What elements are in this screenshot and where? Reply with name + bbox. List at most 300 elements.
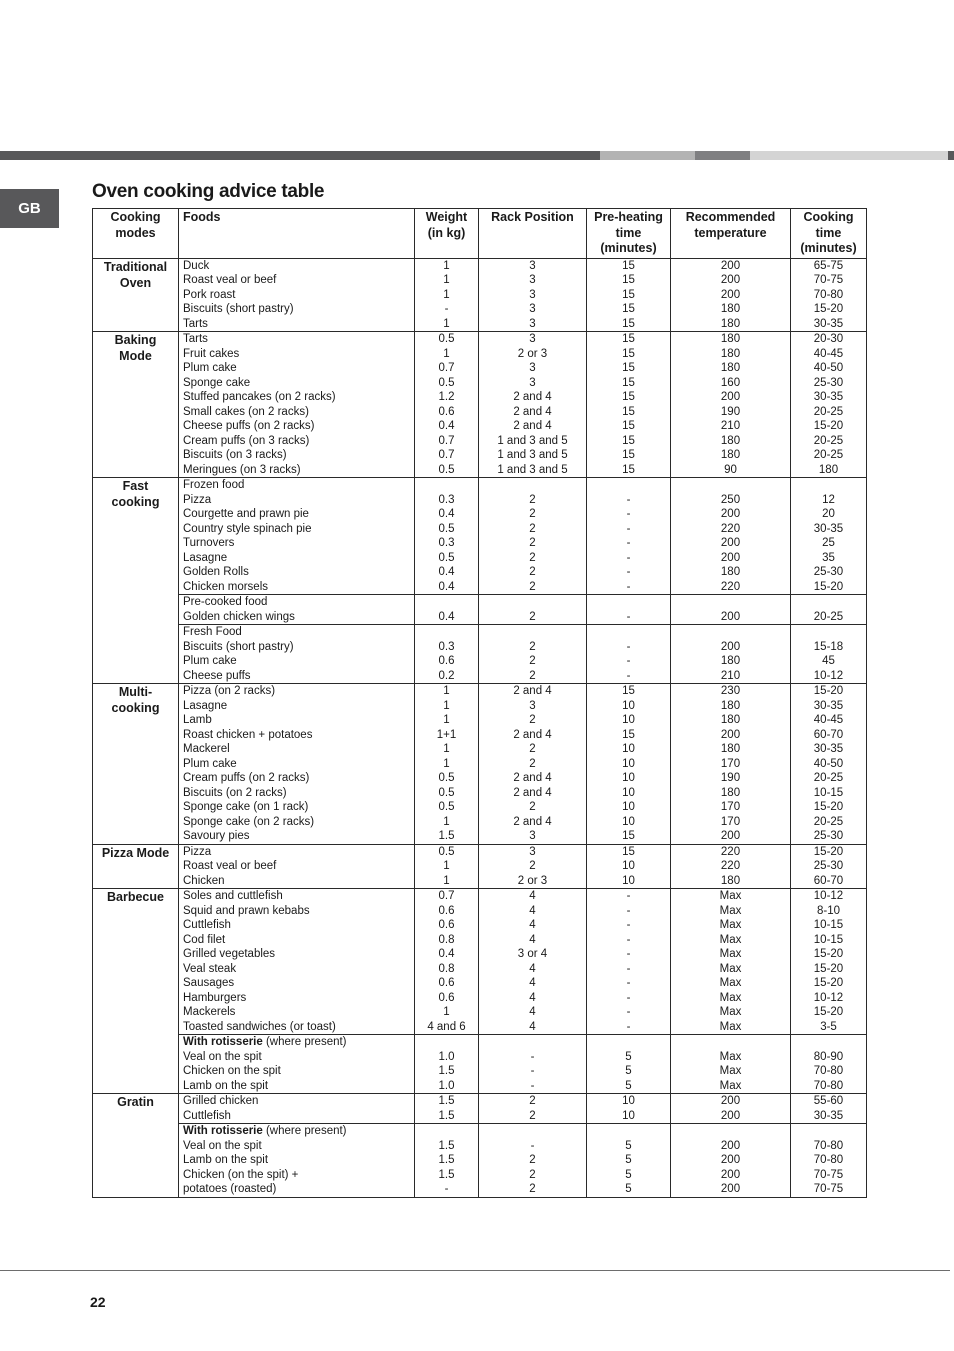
food-subheading: [183, 1035, 410, 1050]
preheat-value: 10: [622, 1109, 635, 1122]
time-value: 180: [818, 463, 839, 476]
time-value: 20-25: [813, 405, 844, 418]
food-item: Lamb on the spit: [183, 1154, 269, 1166]
preheat-value: 15: [622, 376, 635, 389]
rack-value: 3: [529, 845, 536, 858]
rack-value: 3: [529, 288, 536, 301]
food-item: Biscuits (on 2 racks): [183, 786, 287, 799]
temp-value: 200: [720, 640, 741, 653]
time-value: 40-45: [813, 714, 844, 726]
table-row: [93, 1124, 867, 1198]
food-item: Tarts: [183, 317, 208, 330]
rack-value: 2: [529, 1109, 536, 1122]
weight-value: 0.5: [438, 845, 455, 858]
preheat-value: -: [626, 962, 631, 975]
spacer: [675, 625, 786, 640]
preheat-value: -: [626, 610, 631, 623]
food-item: Cod filet: [183, 933, 226, 946]
time-value: 25-30: [813, 376, 844, 389]
weight-cell: [415, 625, 479, 684]
rack-value: 4: [529, 1020, 536, 1033]
temp-value: Max: [719, 1079, 742, 1092]
weight-value: 1.5: [438, 1154, 455, 1166]
time-cell: [791, 595, 867, 625]
food-item: Plum cake: [183, 655, 237, 667]
temp-value: 180: [720, 874, 741, 887]
weight-value: 0.4: [438, 566, 455, 578]
preheat-value: 15: [622, 830, 635, 842]
rack-cell: [479, 684, 587, 845]
spacer: [419, 478, 474, 493]
spacer: [591, 1124, 666, 1139]
preheat-value: 5: [625, 1154, 632, 1166]
temp-value: 200: [720, 728, 741, 741]
rack-value: 3: [529, 259, 536, 272]
rack-value: 4: [529, 1006, 536, 1018]
spacer: [591, 1035, 666, 1050]
rack-value: 2: [529, 1168, 536, 1181]
preheat-value: 15: [622, 449, 635, 461]
spacer: [483, 595, 582, 610]
temp-value: 180: [720, 317, 741, 330]
preheat-value: -: [626, 537, 631, 549]
rack-value: 2: [529, 655, 536, 667]
food-item: Courgette and prawn pie: [183, 508, 309, 520]
spacer: [795, 478, 862, 493]
temp-value: Max: [719, 991, 742, 1004]
food-item: Mackerel: [183, 743, 230, 755]
preheat-value: -: [626, 977, 631, 989]
temp-value: 200: [720, 508, 741, 520]
time-value: 15-20: [813, 420, 844, 432]
rack-value: 3: [529, 362, 536, 374]
temp-value: 180: [720, 347, 741, 360]
rack-value: -: [530, 1065, 535, 1077]
temp-cell: [671, 595, 791, 625]
time-cell: [791, 258, 867, 332]
weight-value: 0.5: [438, 786, 455, 799]
temp-value: Max: [719, 1065, 742, 1077]
weight-cell: [415, 258, 479, 332]
header-cooking-modes: Cooking modes: [93, 209, 179, 259]
preheat-value: 10: [622, 1095, 635, 1107]
food-subheading-note: (where present): [262, 1125, 347, 1137]
time-value: 40-45: [813, 347, 844, 360]
preheat-value: -: [626, 1006, 631, 1018]
food-item: Pizza (on 2 racks): [183, 685, 276, 697]
food-item: Small cakes (on 2 racks): [183, 405, 309, 418]
preheat-value: -: [626, 1020, 631, 1033]
time-value: 15-20: [813, 303, 844, 315]
time-value: 20: [822, 508, 835, 520]
time-value: 20-25: [813, 610, 844, 623]
rack-value: 2: [529, 566, 536, 578]
weight-value: 0.4: [438, 610, 455, 623]
weight-value: 1: [443, 714, 450, 726]
temp-value: 180: [720, 655, 741, 667]
temp-value: 200: [720, 537, 741, 549]
weight-value: 0.6: [438, 904, 455, 917]
preheat-value: 15: [622, 288, 635, 301]
spacer: [795, 595, 862, 610]
rack-value: 2: [529, 522, 536, 535]
time-value: 10-12: [813, 991, 844, 1004]
temp-cell: [671, 1094, 791, 1124]
time-value: 20-25: [813, 815, 844, 828]
rack-value: 2: [529, 580, 536, 593]
food-item: Chicken on the spit: [183, 1065, 281, 1077]
preheat-value: 5: [625, 1065, 632, 1077]
weight-value: 0.3: [438, 493, 455, 506]
food-item: Meringues (on 3 racks): [183, 463, 301, 476]
rack-value: 4: [529, 962, 536, 975]
time-cell: [791, 889, 867, 1035]
rack-value: 2 and 4: [513, 685, 552, 697]
food-item: Hamburgers: [183, 991, 247, 1004]
temp-value: 200: [720, 1139, 741, 1152]
food-item: Chicken morsels: [183, 580, 268, 593]
cooking-mode-cell: Traditional Oven: [93, 258, 179, 332]
rack-cell: [479, 1094, 587, 1124]
preheat-value: 10: [622, 801, 635, 813]
rack-value: 2: [529, 508, 536, 520]
time-value: 10-15: [813, 933, 844, 946]
weight-value: 0.4: [438, 948, 455, 960]
preheat-value: 15: [622, 728, 635, 741]
weight-value: 1: [443, 347, 450, 360]
weight-value: 1.5: [438, 830, 455, 842]
spacer: [419, 1035, 474, 1050]
top-color-bar: [0, 151, 954, 160]
time-value: 70-75: [813, 1183, 844, 1195]
rack-value: 1 and 3 and 5: [497, 449, 568, 461]
rack-value: 3: [529, 274, 536, 286]
food-item: Roast veal or beef: [183, 274, 277, 286]
weight-value: 1: [443, 1006, 450, 1018]
temp-value: Max: [719, 933, 742, 946]
header-weight: Weight (in kg): [415, 209, 479, 259]
temp-value: 220: [720, 845, 741, 858]
preheat-value: 5: [625, 1168, 632, 1181]
time-value: 15-20: [813, 685, 844, 697]
rack-value: 2 or 3: [517, 347, 548, 360]
weight-value: 1: [443, 699, 450, 712]
rack-value: 2: [529, 1095, 536, 1107]
temp-value: 180: [720, 333, 741, 345]
temp-value: 200: [720, 1109, 741, 1122]
rack-value: 3: [529, 303, 536, 315]
temp-cell: [671, 332, 791, 478]
table-row: [93, 625, 867, 684]
weight-value: 1.0: [438, 1079, 455, 1092]
preheat-value: 15: [622, 845, 635, 858]
preheat-value: -: [626, 640, 631, 653]
foods-cell: [179, 1124, 415, 1198]
time-value: 30-35: [813, 699, 844, 712]
preheat-cell: [587, 889, 671, 1035]
preheat-value: 15: [622, 420, 635, 432]
preheat-value: 5: [625, 1139, 632, 1152]
weight-cell: [415, 595, 479, 625]
time-value: 70-80: [813, 1139, 844, 1152]
spacer: [419, 1124, 474, 1139]
header-rack-position: Rack Position: [479, 209, 587, 259]
time-value: 15-20: [813, 962, 844, 975]
weight-cell: [415, 844, 479, 889]
weight-value: 0.7: [438, 362, 455, 374]
food-item: Biscuits (short pastry): [183, 303, 294, 315]
rack-value: 3: [529, 830, 536, 842]
weight-cell: [415, 1094, 479, 1124]
time-value: 30-35: [813, 317, 844, 330]
foods-cell: [179, 258, 415, 332]
preheat-value: 15: [622, 434, 635, 447]
spacer: [483, 1035, 582, 1050]
weight-value: 0.5: [438, 772, 455, 784]
cooking-mode-cell: Fast cooking: [93, 478, 179, 684]
preheat-value: 15: [622, 259, 635, 272]
preheat-value: -: [626, 904, 631, 917]
temp-value: 200: [720, 288, 741, 301]
food-item: Grilled vegetables: [183, 948, 276, 960]
preheat-value: -: [626, 948, 631, 960]
temp-value: 180: [720, 699, 741, 712]
time-value: 30-35: [813, 522, 844, 535]
food-subheading-bold: With rotisserie: [183, 1036, 263, 1048]
header-cooking-time: Cooking time (minutes): [791, 209, 867, 259]
table-row: [93, 478, 867, 595]
food-item: Cream puffs (on 2 racks): [183, 772, 310, 784]
preheat-value: 10: [622, 714, 635, 726]
rack-value: 2: [529, 640, 536, 653]
weight-value: 1.5: [438, 1095, 455, 1107]
cooking-mode-cell: Baking Mode: [93, 332, 179, 478]
time-value: 20-25: [813, 772, 844, 784]
weight-cell: [415, 332, 479, 478]
rack-value: 2: [529, 551, 536, 564]
time-value: 55-60: [813, 1095, 844, 1107]
rack-value: 2 and 4: [513, 420, 552, 432]
rack-value: 4: [529, 890, 536, 902]
rack-value: 4: [529, 977, 536, 989]
food-item: Cuttlefish: [183, 1109, 231, 1122]
weight-value: 1.5: [438, 1139, 455, 1152]
preheat-value: 5: [625, 1050, 632, 1063]
preheat-cell: [587, 258, 671, 332]
footer-divider: [0, 1270, 950, 1271]
food-item: Plum cake: [183, 757, 237, 770]
time-value: 15-18: [813, 640, 844, 653]
preheat-value: 10: [622, 757, 635, 770]
preheat-value: 10: [622, 815, 635, 828]
preheat-value: 15: [622, 405, 635, 418]
rack-cell: [479, 595, 587, 625]
rack-value: 2: [529, 610, 536, 623]
foods-cell: [179, 1094, 415, 1124]
food-item: Lamb: [183, 714, 212, 726]
food-subheading-note: (where present): [262, 1036, 347, 1048]
temp-value: 220: [720, 860, 741, 872]
temp-value: Max: [719, 919, 742, 931]
food-item: Duck: [183, 259, 210, 272]
time-value: 15-20: [813, 1006, 844, 1018]
time-value: 30-35: [813, 1109, 844, 1122]
temp-value: Max: [719, 977, 742, 989]
food-item: Golden chicken wings: [183, 610, 295, 623]
time-value: 40-50: [813, 362, 844, 374]
rack-value: 1 and 3 and 5: [497, 463, 568, 476]
weight-value: 0.5: [438, 522, 455, 535]
cooking-advice-table: [92, 208, 867, 1198]
rack-value: 2 and 4: [513, 391, 552, 403]
temp-value: Max: [719, 1050, 742, 1063]
rack-value: -: [530, 1079, 535, 1092]
food-item: Squid and prawn kebabs: [183, 904, 310, 917]
preheat-value: -: [626, 933, 631, 946]
preheat-value: 15: [622, 333, 635, 345]
temp-cell: [671, 258, 791, 332]
food-item: Cheese puffs (on 2 racks): [183, 420, 315, 432]
spacer: [591, 595, 666, 610]
weight-value: 1: [443, 685, 450, 697]
temp-value: 180: [720, 743, 741, 755]
preheat-value: 10: [622, 743, 635, 755]
weight-value: 0.2: [438, 669, 455, 682]
preheat-value: -: [626, 669, 631, 682]
time-value: 15-20: [813, 801, 844, 813]
preheat-value: 10: [622, 860, 635, 872]
time-cell: [791, 684, 867, 845]
preheat-value: 15: [622, 317, 635, 330]
page-number: 22: [90, 1294, 106, 1310]
weight-value: 0.5: [438, 333, 455, 345]
rack-cell: [479, 258, 587, 332]
temp-value: 180: [720, 303, 741, 315]
food-item: Cream puffs (on 3 racks): [183, 434, 310, 447]
weight-value: 1: [443, 259, 450, 272]
rack-value: 1 and 3 and 5: [497, 434, 568, 447]
rack-value: 2: [529, 1183, 536, 1195]
temp-value: 200: [720, 391, 741, 403]
food-item: Lasagne: [183, 699, 228, 712]
weight-value: 0.8: [438, 962, 455, 975]
time-cell: [791, 1094, 867, 1124]
weight-value: -: [444, 303, 449, 315]
temp-value: 200: [720, 274, 741, 286]
spacer: [419, 625, 474, 640]
time-value: 25-30: [813, 566, 844, 578]
cooking-mode-cell: Barbecue: [93, 889, 179, 1094]
time-value: 25-30: [813, 860, 844, 872]
food-item: Roast veal or beef: [183, 860, 277, 872]
food-item: Golden Rolls: [183, 566, 249, 578]
header-recommended-temperature: Recommended temperature: [671, 209, 791, 259]
rack-value: 4: [529, 991, 536, 1004]
time-value: 65-75: [813, 259, 844, 272]
temp-cell: [671, 844, 791, 889]
temp-cell: [671, 625, 791, 684]
spacer: [675, 1035, 786, 1050]
table-row: [93, 1094, 867, 1124]
temp-value: Max: [719, 890, 742, 902]
rack-value: 3: [529, 376, 536, 389]
time-value: 80-90: [813, 1050, 844, 1063]
weight-value: 0.4: [438, 420, 455, 432]
food-item: Lamb on the spit: [183, 1079, 269, 1092]
time-value: 25: [822, 537, 835, 549]
temp-value: 190: [720, 405, 741, 418]
time-value: 8-10: [816, 904, 841, 917]
rack-value: -: [530, 1139, 535, 1152]
language-tab: GB: [0, 189, 59, 228]
foods-cell: [179, 889, 415, 1035]
rack-value: 4: [529, 904, 536, 917]
food-subheading: Fresh Food: [183, 626, 242, 638]
rack-value: 2 or 3: [517, 874, 548, 887]
preheat-value: -: [626, 493, 631, 506]
food-item: Chicken (on the spit) +: [183, 1168, 299, 1181]
time-value: 70-80: [813, 288, 844, 301]
temp-value: Max: [719, 1006, 742, 1018]
weight-value: 1: [443, 757, 450, 770]
spacer: [591, 625, 666, 640]
preheat-value: 10: [622, 786, 635, 799]
weight-cell: [415, 1035, 479, 1094]
temp-value: Max: [719, 1020, 742, 1033]
rack-value: 2: [529, 743, 536, 755]
preheat-cell: [587, 625, 671, 684]
weight-value: 1: [443, 743, 450, 755]
weight-value: 1.5: [438, 1065, 455, 1077]
preheat-value: 15: [622, 391, 635, 403]
rack-value: 2 and 4: [513, 786, 552, 799]
time-cell: [791, 332, 867, 478]
temp-value: 90: [724, 463, 737, 476]
table-row: [93, 1035, 867, 1094]
food-item: Pizza: [183, 493, 212, 506]
food-subheading-bold: With rotisserie: [183, 1125, 263, 1137]
weight-value: 0.7: [438, 449, 455, 461]
food-item: Veal on the spit: [183, 1050, 262, 1063]
time-value: 3-5: [820, 1020, 837, 1033]
rack-cell: [479, 625, 587, 684]
foods-cell: [179, 1035, 415, 1094]
temp-value: 200: [720, 1154, 741, 1166]
food-item: Tarts: [183, 333, 208, 345]
rack-value: 2: [529, 1154, 536, 1166]
rack-cell: [479, 844, 587, 889]
food-item: Pork roast: [183, 288, 236, 301]
temp-value: 170: [720, 757, 741, 770]
food-item: Fruit cakes: [183, 347, 240, 360]
time-value: 30-35: [813, 743, 844, 755]
temp-value: 200: [720, 259, 741, 272]
weight-value: 1.0: [438, 1050, 455, 1063]
time-value: 10-12: [813, 890, 844, 902]
table-header-row: [93, 209, 867, 259]
preheat-value: -: [626, 566, 631, 578]
temp-value: 180: [720, 566, 741, 578]
food-item: Cheese puffs: [183, 669, 251, 682]
time-value: 15-20: [813, 580, 844, 593]
rack-value: 2 and 4: [513, 728, 552, 741]
weight-value: 0.6: [438, 405, 455, 418]
cooking-mode-cell: Pizza Mode: [93, 844, 179, 889]
preheat-value: 15: [622, 303, 635, 315]
time-value: 15-20: [813, 977, 844, 989]
preheat-value: -: [626, 580, 631, 593]
weight-value: 0.4: [438, 508, 455, 520]
